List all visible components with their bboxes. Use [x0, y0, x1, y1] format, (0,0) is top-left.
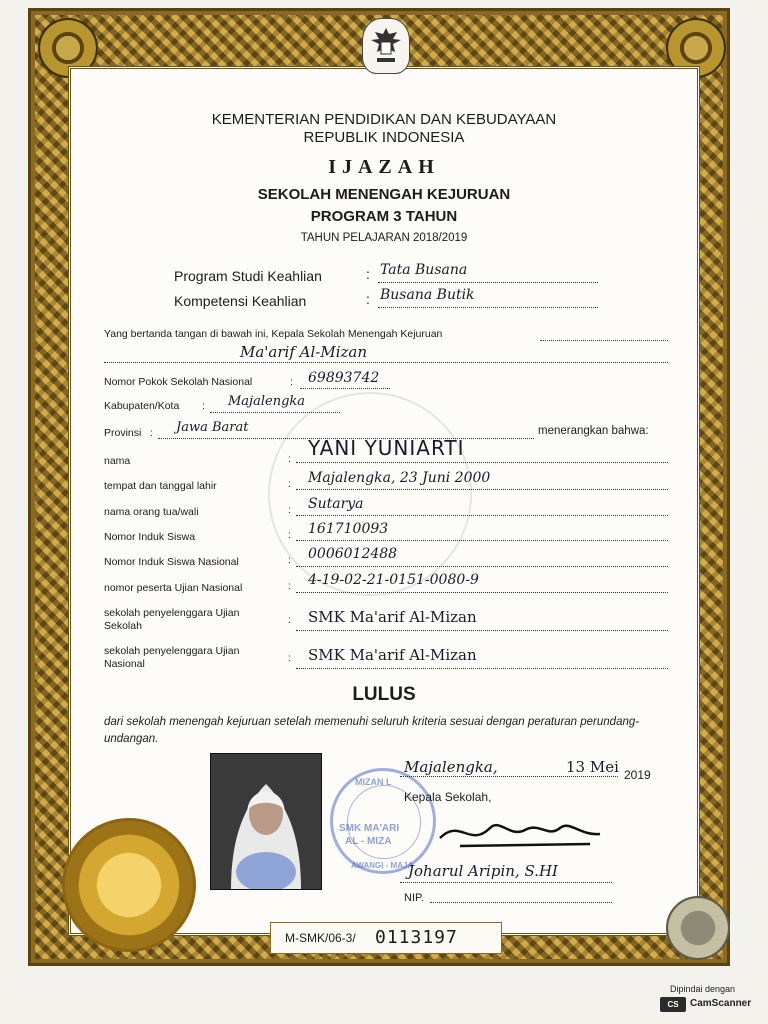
academic-year: TAHUN PELAJARAN 2018/2019 — [300, 232, 468, 244]
statement-intro: Yang bertanda tangan di bawah ini, Kepala Sekolah Menengah Kejuruan — [104, 328, 443, 340]
school-type: SEKOLAH MENENGAH KEJURUAN — [257, 186, 511, 203]
school-name-value: Ma'arif Al-Mizan — [240, 343, 368, 361]
parent-label: nama orang tua/wali — [104, 506, 199, 518]
exam-number-value: 4-19-02-21-0151-0080-9 — [308, 572, 479, 588]
school-exam-label-2: Sekolah — [104, 620, 142, 632]
national-exam-label-2: Nasional — [104, 658, 145, 670]
serial-number: 0113197 — [375, 927, 458, 948]
declares-text: menerangkan bahwa: — [538, 425, 649, 437]
nip-label: NIP. — [404, 892, 424, 904]
garuda-emblem-icon — [362, 18, 410, 74]
competency-value: Busana Butik — [380, 287, 475, 303]
competency-label: Kompetensi Keahlian — [174, 293, 307, 309]
study-program-label: Program Studi Keahlian — [174, 268, 322, 284]
signature-date: 13 Mei — [566, 758, 619, 776]
camscanner-logo-icon: CS — [660, 997, 686, 1012]
signature-role: Kepala Sekolah, — [404, 790, 492, 804]
province-value: Jawa Barat — [176, 420, 249, 435]
principal-name: Joharul Aripin, S.HI — [408, 862, 558, 880]
silver-hologram-seal — [666, 896, 730, 960]
ministry-line-2: REPUBLIK INDONESIA — [303, 129, 465, 146]
program-duration: PROGRAM 3 TAHUN — [310, 208, 458, 225]
school-stamp — [330, 768, 436, 874]
stamp-line-2: AL - MIZA — [345, 836, 392, 847]
national-exam-value: SMK Ma'arif Al-Mizan — [308, 646, 477, 664]
nis-value: 161710093 — [308, 521, 389, 537]
signature-place: Majalengka, — [404, 758, 498, 776]
student-name-value: YANI YUNIARTI — [308, 436, 465, 460]
city-value: Majalengka — [228, 394, 306, 409]
principal-signature — [430, 808, 610, 858]
birth-value: Majalengka, 23 Juni 2000 — [308, 470, 491, 486]
student-photo — [210, 753, 322, 890]
result-status: LULUS — [352, 684, 416, 705]
document-title: IJAZAH — [328, 156, 440, 178]
name-label: nama — [104, 455, 131, 467]
camscanner-watermark — [660, 984, 756, 1014]
national-exam-label-1: sekolah penyelenggara Ujian — [104, 645, 240, 657]
exam-number-label: nomor peserta Ujian Nasional — [104, 582, 243, 594]
birth-label: tempat dan tanggal lahir — [104, 480, 217, 492]
serial-prefix: M-SMK/06-3/ — [285, 931, 356, 945]
serial-box — [270, 922, 502, 954]
school-exam-label-1: sekolah penyelenggara Ujian — [104, 607, 240, 619]
nisn-label: Nomor Induk Siswa Nasional — [104, 556, 239, 568]
signature-year: 2019 — [624, 768, 651, 782]
nis-label: Nomor Induk Siswa — [104, 531, 196, 543]
city-label: Kabupaten/Kota — [104, 400, 180, 412]
npsn-value: 69893742 — [308, 370, 380, 386]
stamp-top-text: MIZAN L — [355, 777, 392, 787]
study-program-value: Tata Busana — [380, 262, 468, 278]
parent-value: Sutarya — [308, 496, 364, 512]
scanner-brand: CamScanner — [690, 998, 752, 1009]
result-text: dari sekolah menengah kejuruan setelah memenuhi seluruh kriteria sesuai dengan peraturan perundang-undangan. — [104, 716, 640, 745]
stamp-bottom-text: AWANGI - MAJA — [351, 861, 414, 870]
stamp-line-1: SMK MA'ARI — [339, 823, 400, 834]
ministry-line-1: KEMENTERIAN PENDIDIKAN DAN KEBUDAYAAN — [211, 111, 557, 128]
province-label: Provinsi — [104, 427, 142, 439]
scanner-line-1: Dipindai dengan — [670, 984, 736, 994]
school-exam-value: SMK Ma'arif Al-Mizan — [308, 608, 477, 626]
gold-medal-seal — [62, 818, 196, 952]
npsn-label: Nomor Pokok Sekolah Nasional — [104, 376, 253, 388]
nisn-value: 0006012488 — [308, 546, 398, 562]
